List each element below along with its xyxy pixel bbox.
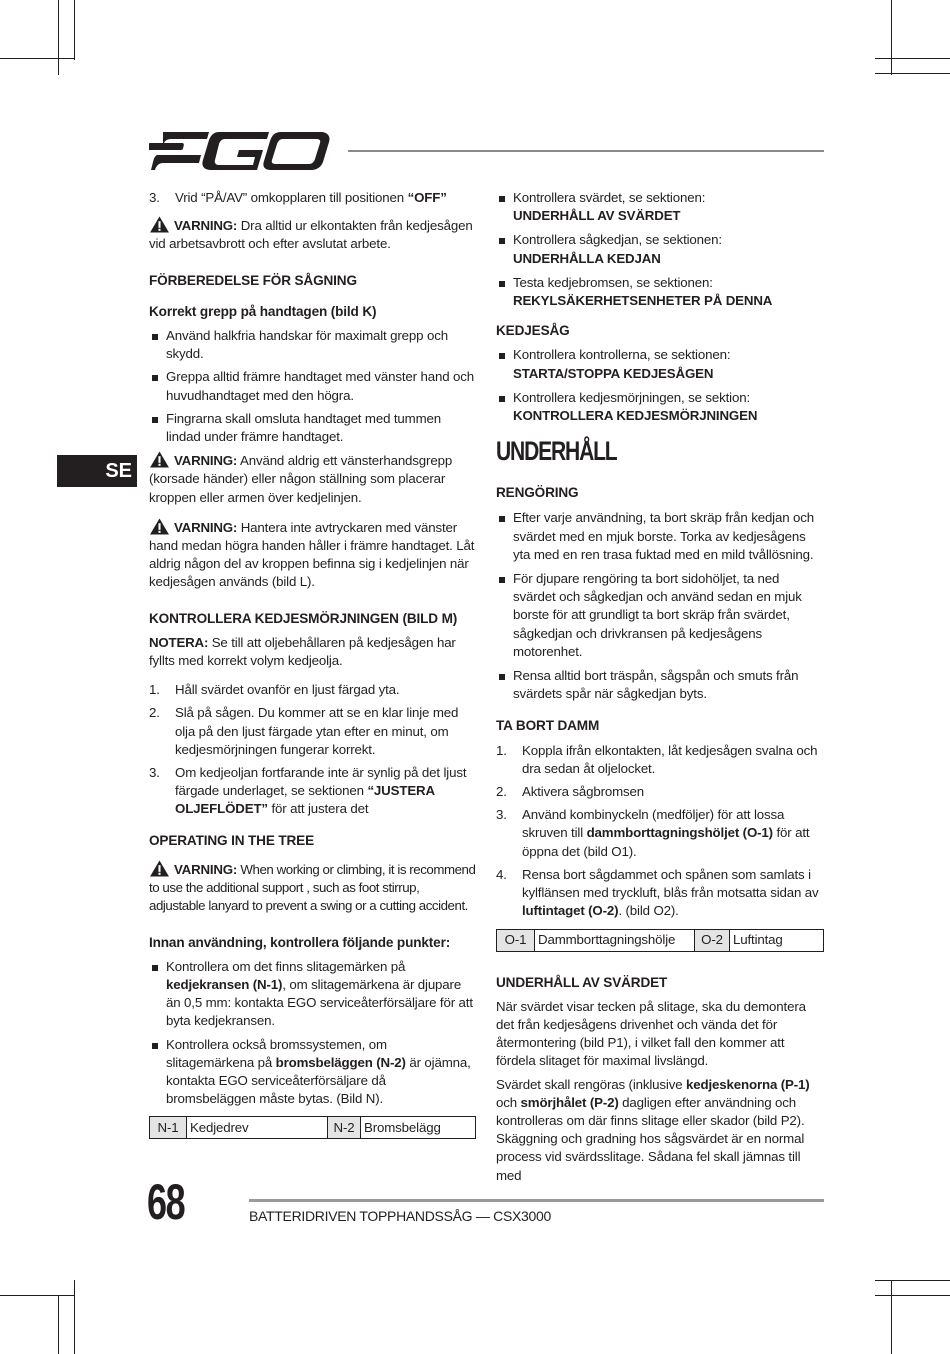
table-cell: Kedjedrev [187, 1117, 328, 1139]
crop-mark [0, 58, 75, 59]
table-cell: O-1 [497, 929, 535, 951]
page-number: 68 [147, 1174, 185, 1230]
list-item: Kontrollera kedjesmörjningen, se sektion: KONTROLLERA KEDJESMÖRJNINGEN [496, 389, 824, 425]
cleaning-list [496, 509, 824, 703]
list-item: 4. Rensa bort sågdammet och spånen som samlats i kylflänsen med tryckluft, blås från motsatta sidan av luftintaget (O-2). (bild O2). [496, 866, 819, 919]
table-cell: O-2 [695, 929, 730, 951]
footer-title: BATTERIDRIVEN TOPPHANDSSÅG — CSX3000 [249, 1208, 551, 1224]
crop-mark [58, 1295, 59, 1354]
list-item: Kontrollera också bromssystemen, om slitagemärkena på bromsbeläggen (N-2) är ojämna, kontakta EGO serviceåterförsäljare då bromsbeläggen måste bytas. (Bild N). [149, 1036, 476, 1109]
item-bold: “OFF” [407, 190, 447, 205]
list-item: Testa kedjebromsen, se sektionen: REKYLSÄKERHETSENHETER PÅ DENNA [496, 274, 824, 310]
list-item: Efter varje användning, ta bort skräp från kedjan och svärdet med en mjuk borste. Torka av kedjesågens yta med en ren trasa fuktad med en mild tvållösning. [496, 509, 824, 564]
list-item: För djupare rengöring ta bort sidohöljet, ta ned svärdet och sågkedjan och använd sedan en mjuk borste för att grundligt ta bort skräp från svärdet, sågkedjan och drivkransen på kedjesågens motorenhet. [496, 570, 824, 661]
list-item: Fingrarna skall omsluta handtaget med tummen lindad under främre handtaget. [149, 410, 476, 446]
crop-mark [875, 58, 950, 59]
warning-label: VARNING: [174, 453, 238, 469]
crop-mark [875, 73, 950, 74]
dust-steps [496, 742, 824, 921]
crop-mark [74, 1280, 75, 1354]
page-section-title: UNDERHÅLL [496, 436, 617, 467]
list-item: 3. Om kedjeoljan fortfarande inte är synlig på det ljust färgade underlaget, se sektionen “JUSTERA OLJEFLÖDET” för att justera det [149, 765, 467, 817]
section-heading: FÖRBEREDELSE FÖR SÅGNING [149, 272, 357, 288]
section-heading: UNDERHÅLL AV SVÄRDET [496, 974, 668, 990]
list-item: 2. Slå på sågen. Du kommer att se en klar linje med olja på den ljust färgade ytan efter en minut, om kedjesmörjningen fungerar korrekt. [149, 705, 459, 757]
language-tab: SE [57, 455, 137, 487]
section-heading: OPERATING IN THE TREE [149, 832, 315, 848]
saw-list [496, 346, 824, 425]
header-rule [348, 150, 824, 152]
crop-mark [0, 1295, 75, 1296]
check-list [496, 189, 824, 310]
oil-steps [149, 681, 476, 818]
item-text: Vrid “PÅ/AV” omkopplaren till positionen [175, 190, 408, 205]
warning-triangle-icon [149, 860, 170, 877]
warning-text: Dra alltid ur elkontakten från kedjesågen vid arbetsavbrott och efter avslutat arbete. [149, 218, 473, 252]
list-item: Rensa alltid bort träspån, sågspån och smuts från svärdets spår när sågkedjan byts. [496, 667, 824, 703]
warning-triangle-icon [149, 216, 170, 233]
item-number: 3. [149, 190, 160, 205]
section-heading: TA BORT DAMM [496, 718, 600, 734]
list-item: Kontrollera om det finns slitagemärken på kedjekransen (N-1), om slitagemärkena är djupare än 0,5 mm: kontakta EGO serviceåterförsäljare för att byta kedjekransen. [149, 958, 476, 1031]
parts-table-n [149, 1116, 476, 1139]
section-heading: KONTROLLERA KEDJESMÖRJNINGEN (BILD M) [149, 610, 458, 626]
note-label: NOTERA: [149, 634, 209, 650]
warning-label: VARNING: [174, 861, 238, 877]
note-text: Se till att oljebehållaren på kedjesågen har fyllts med korrekt volym kedjeolja. [149, 634, 456, 669]
list-item: Kontrollera kontrollerna, se sektionen: STARTA/STOPPA KEDJESÅGEN [496, 346, 824, 382]
body-paragraph: Svärdet skall rengöras (inklusive kedjeskenorna (P-1) och smörjhålet (P-2) dagligen efter användning och kontrolleras om där finns slitage eller skador (bild P2). Skäggning och gradning hos sågsvärdet är en normal process vid svärdsslitage. Sådana fel skall jämnas till med [496, 1076, 810, 1183]
warning-label: VARNING: [174, 519, 238, 535]
left-column [149, 189, 476, 1139]
list-item [149, 189, 476, 207]
grip-list [149, 327, 476, 446]
note-paragraph [149, 634, 476, 670]
warning-paragraph [149, 518, 476, 592]
section-heading: RENGÖRING [496, 485, 579, 501]
before-use-list [149, 958, 476, 1109]
subsection-heading: Korrekt grepp på handtagen (bild K) [149, 303, 377, 319]
warning-text: When working or climbing, it is recommend to use the additional support , such as foot stirrup, adjustable lanyard to prevent a swing or a cutting accident. [149, 861, 476, 914]
crop-mark [58, 0, 59, 75]
warning-label: VARNING: [174, 218, 238, 234]
warning-paragraph [149, 216, 476, 253]
right-column [496, 189, 824, 1185]
list-item: Kontrollera svärdet, se sektionen: UNDERHÅLL AV SVÄRDET [496, 189, 824, 225]
crop-mark [875, 1295, 950, 1296]
warning-text: Hantera inte avtryckaren med vänster hand medan högra handen håller i främre handtaget. Låt aldrig någon del av kroppen befinna sig i kedjelinjen när kedjesågen används (bild L). [149, 519, 475, 590]
warning-paragraph [149, 451, 476, 507]
warning-triangle-icon [149, 518, 170, 535]
list-item: Greppa alltid främre handtaget med vänster hand och huvudhandtaget med den högra. [149, 368, 476, 404]
list-item: Använd halkfria handskar för maximalt grepp och skydd. [149, 327, 476, 363]
list-item: Kontrollera sågkedjan, se sektionen: UNDERHÅLLA KEDJAN [496, 231, 824, 267]
list-item: 1. Koppla ifrån elkontakten, låt kedjesågen svalna och dra sedan åt oljelocket. [496, 742, 818, 776]
crop-mark [891, 0, 892, 75]
table-cell: N-1 [150, 1117, 187, 1139]
crop-mark [74, 0, 75, 60]
body-paragraph: När svärdet visar tecken på slitage, ska du demontera det från kedjesågens drivenhet och vända det för återmontering (bild P1), i vilket fall den kommer att fördela slitaget för maximal livslängd. [496, 998, 806, 1069]
list-item: 1. Håll svärdet ovanför en ljust färgad yta. [149, 682, 400, 698]
table-cell: Bromsbelägg [361, 1117, 476, 1139]
subsection-heading: Innan användning, kontrollera följande punkter: [149, 934, 451, 950]
footer-rule [249, 1199, 824, 1202]
table-cell: Dammborttagningshölje [535, 929, 695, 951]
parts-table-o [496, 929, 824, 952]
crop-mark [891, 1280, 892, 1354]
warning-triangle-icon [149, 451, 170, 468]
list-item: 2. Aktivera sågbromsen [496, 784, 645, 800]
table-cell: Luftintag [730, 929, 824, 951]
table-cell: N-2 [328, 1117, 361, 1139]
list-item: 3. Använd kombinyckeln (medföljer) för att lossa skruven till dammborttagningshöljet (O-1) för att öppna det (bild O1). [496, 807, 810, 859]
section-heading: KEDJESÅG [496, 323, 570, 339]
warning-text: Använd aldrig ett vänsterhandsgrepp (korsade händer) eller någon ställning som placerar kroppen eller armen över kedjelinjen. [149, 453, 453, 505]
crop-mark [875, 1280, 950, 1281]
ego-logo [149, 130, 331, 172]
warning-paragraph [149, 860, 476, 916]
